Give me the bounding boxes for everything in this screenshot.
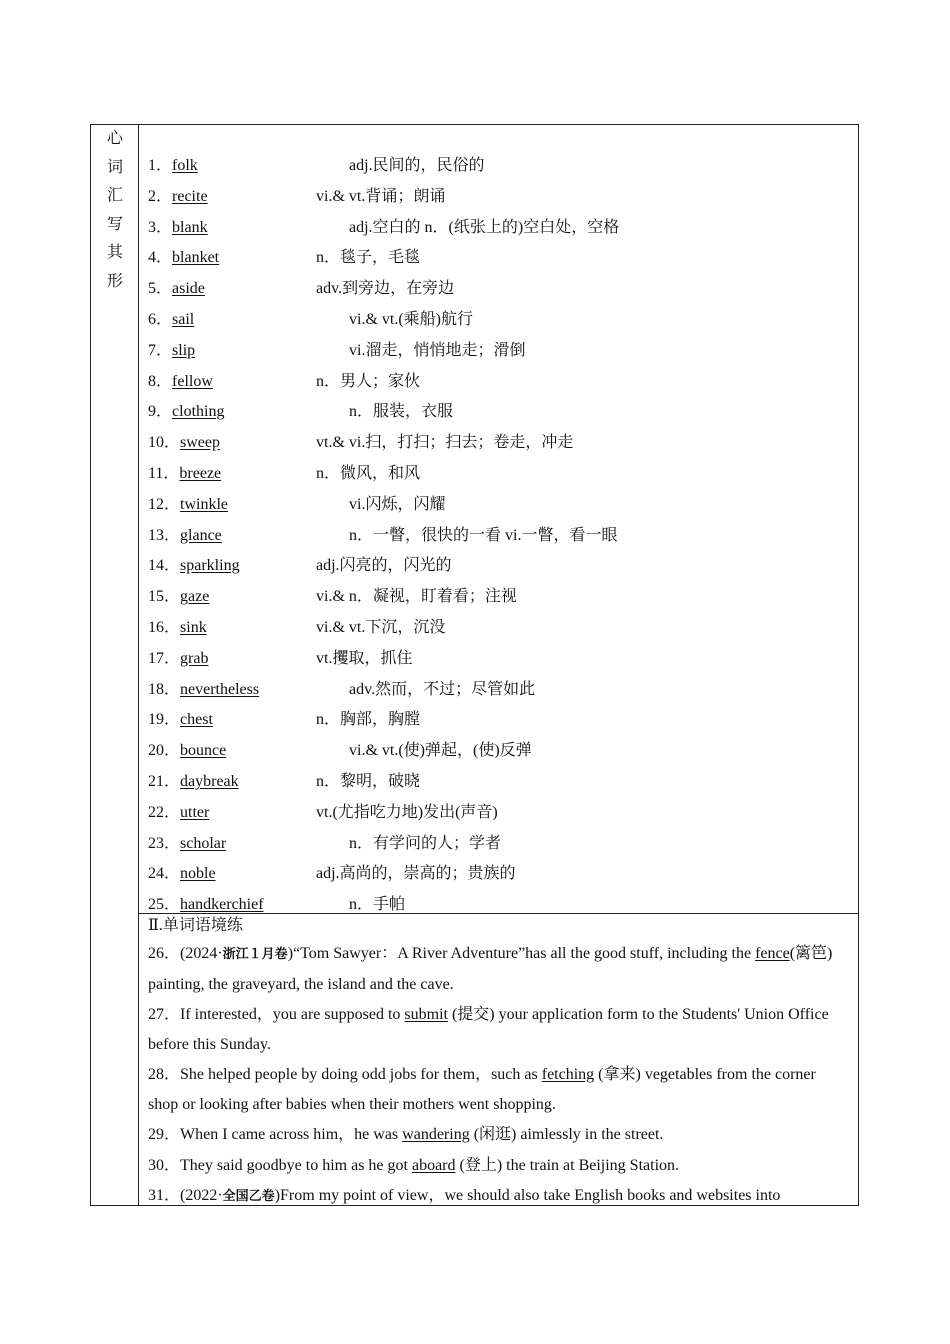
vocab-word: recite [172,187,208,205]
practice-text: (篱笆) painting, the graveyard, the island and the cave. [148,945,833,993]
vocab-number: 5． [148,280,173,298]
vocab-row [139,521,858,552]
practice-item [148,1000,848,1059]
vocab-number: 23． [148,834,181,852]
vocab-word: sweep [180,434,220,452]
vocab-word: gaze [180,588,210,606]
vocab-row [139,798,858,829]
vocab-number: 12． [148,495,181,513]
vocab-number-word [148,459,221,490]
vocab-number: 15． [148,588,181,606]
vocab-number-word [148,736,226,767]
vocab-definition: n．微风，和风 [316,464,421,482]
vocab-word: folk [172,157,198,174]
vocab-row [139,213,858,244]
content-cell [139,125,858,1205]
vocab-definition: n．男人；家伙 [316,372,421,390]
answer-blank: fence [755,945,790,962]
vocab-definition: vi.溜走，悄悄地走；滑倒 [349,341,526,359]
vocab-number-word [148,305,194,336]
vocab-number-word [148,274,205,305]
vocab-row [139,305,858,336]
practice-text: 28．She helped people by doing odd jobs for them，such as [148,1066,542,1083]
vocab-word: breeze [179,464,222,482]
vocab-word: bounce [180,742,227,760]
vocab-row [139,829,858,860]
vocab-number-word [148,336,195,367]
practice-text: (登上) the train at Beijing Station. [455,1156,680,1174]
vocab-word: clothing [172,403,225,421]
vocab-number-word [148,705,213,736]
practice-item [148,939,848,999]
vocab-definition: vi.& vt.(乘船)航行 [349,310,473,328]
vocab-definition: vt.攫取，抓住 [316,649,413,667]
practice-text: 31．(2022· [148,1187,223,1204]
vocab-row [139,644,858,675]
section-label-char: 形 [106,272,123,290]
answer-blank: submit [404,1006,448,1023]
vocab-number-word [148,243,219,274]
vocab-definition: vi.& vt.背诵；朗诵 [316,187,446,205]
vocab-number: 20． [148,742,181,760]
vocab-row [139,336,858,367]
vocab-definition: n．黎明，破晓 [316,772,421,790]
vocab-row [139,428,858,459]
vocab-number: 3． [148,218,173,236]
exam-source: 浙江１月卷 [222,947,288,962]
practice-text: (拿来) vegetables from the corner shop or looking after babies when their mothers went shopping. [148,1066,816,1113]
vocab-number-word [148,367,213,398]
vocab-word: sail [172,310,195,328]
vocab-definition: adj.民间的，民俗的 [349,157,485,174]
vocab-definition: n．服装，衣服 [349,403,454,421]
vocab-number: 16． [148,618,181,636]
vocab-number-word [148,151,198,182]
vocab-row [139,582,858,613]
section-label-char: 心 [106,130,123,147]
vocab-row [139,397,858,428]
vocab-definition: adj.高尚的，崇高的；贵族的 [316,865,516,883]
vocab-definition: adj.闪亮的，闪光的 [316,557,452,575]
vocab-number-word [148,767,239,798]
vocab-number: 1． [148,157,173,174]
practice-text: 30．They said goodbye to him as he got [148,1156,412,1174]
vocab-number: 21． [148,772,181,790]
vocab-word: handkerchief [180,896,264,914]
answer-blank: aboard [411,1156,456,1174]
vocab-definition: vt.(尤指吃力地)发出(声音) [316,803,498,821]
practice-text: (闲逛) aimlessly in the street. [469,1126,664,1143]
vocab-definition: n．胸部，胸膛 [316,711,421,729]
vocab-definition: n．一瞥，很快的一看 vi.一瞥，看一眼 [349,526,618,544]
practice-item [148,1151,848,1181]
vocab-number: 10． [148,434,181,452]
section-label [91,125,139,296]
section-label-char: 其 [106,244,123,261]
vocab-word: fellow [172,372,213,390]
vocab-row [139,613,858,644]
vocab-number: 24． [148,865,181,883]
vocab-number: 17． [148,649,181,667]
vocab-definition: vi.& n．凝视，盯着看；注视 [316,588,517,606]
vocab-definition: vt.& vi.扫，打扫；扫去；卷走，冲走 [316,434,574,452]
vocab-number: 4． [148,249,173,267]
vocab-row [139,490,858,521]
vocab-number-word [148,182,208,213]
vocab-word: blanket [172,249,220,267]
vocab-number-word [148,829,226,860]
vocab-number-word [148,521,222,552]
vocab-number: 19． [148,711,181,729]
vocab-word: slip [172,341,196,359]
vocab-row [139,551,858,582]
vocab-word: nevertheless [180,680,260,698]
practice-text: 27．If interested，you are supposed to [148,1006,405,1023]
vocab-word: twinkle [180,495,229,513]
practice-title: Ⅱ.单词语境练 [148,917,243,934]
vocab-row [139,859,858,890]
vocab-word: blank [172,218,208,236]
practice-text: )From my point of view，we should also take English books and websites into [274,1187,781,1204]
section-label-char: 词 [106,158,123,176]
practice-item [148,1120,848,1150]
vocab-word: utter [180,803,210,821]
practice-items [148,939,848,1206]
vocab-number-word [148,428,220,459]
vocab-definition: n．有学问的人；学者 [349,834,502,852]
vocab-row [139,767,858,798]
practice-text: (提交) your application form to the Students' Union Office before this Sunday. [148,1006,829,1053]
vocab-number: 6． [148,310,173,328]
practice-text: 26．(2024· [148,945,223,962]
vocab-row [139,274,858,305]
vocab-definition: adv.到旁边，在旁边 [316,280,455,298]
practice-text: )“Tom Sawyer：A River Adventure”has all the good stuff, including the [287,945,756,962]
vocab-number: 25． [148,896,181,914]
vocab-word: chest [180,711,213,729]
exam-source: 全国乙卷 [222,1189,275,1204]
vocab-word: glance [180,526,222,544]
vocab-word: scholar [180,834,227,852]
vocab-number: 11． [148,464,180,482]
vocab-number-word [148,213,208,244]
vocab-word: sink [180,618,207,636]
vocab-number-word [148,490,228,521]
vocab-word: daybreak [180,772,239,790]
vocab-definition: adj.空白的 n．(纸张上的)空白处，空格 [349,218,620,236]
vocab-number: 22． [148,803,181,821]
vocab-row [139,459,858,490]
vocab-word: aside [172,280,205,298]
vocab-number-word [148,675,259,706]
vocab-word: grab [180,649,209,667]
vocab-definition: n．毯子，毛毯 [316,249,421,267]
vocab-definition: adv.然而，不过；尽管如此 [349,680,536,698]
worksheet-table [90,124,859,1206]
vocab-number-word [148,798,209,829]
vocab-definition: vi.闪烁，闪耀 [349,495,446,513]
vocab-row [139,243,858,274]
vocab-number-word [148,644,208,675]
vocab-word: noble [180,865,216,883]
vocab-row [139,182,858,213]
vocab-number: 2． [148,187,173,205]
vocab-number: 7． [148,341,173,359]
vocab-definition: vi.& vt.(使)弹起，(使)反弹 [349,742,532,760]
vocab-number: 18． [148,680,181,698]
vocab-row [139,736,858,767]
vocab-number: 13． [148,526,181,544]
section-label-char: 汇 [106,187,123,204]
vocab-row [139,675,858,706]
practice-section [148,914,848,1206]
vocab-number-word [148,582,209,613]
vocab-definition: vi.& vt.下沉，沉没 [316,618,446,636]
vocab-number-word [148,397,224,428]
answer-blank: fetching [541,1066,595,1083]
vocab-number-word [148,859,216,890]
section-label-cell [91,125,139,1205]
vocab-word: sparkling [180,557,240,575]
practice-item [148,1060,848,1119]
vocab-row [139,705,858,736]
vocab-number-word [148,551,240,582]
vocab-definition: n．手帕 [349,896,406,914]
vocab-row [139,151,858,182]
answer-blank: wandering [402,1126,470,1143]
vocab-number: 14． [148,557,181,575]
practice-text: 29．When I came across him，he was [148,1126,403,1143]
vocab-number: 9． [148,403,173,421]
vocab-list [139,151,858,921]
vocab-number: 8． [148,372,173,390]
section-label-char: 写 [106,215,123,233]
vocab-row [139,367,858,398]
practice-item [148,1181,848,1206]
vocab-number-word [148,613,207,644]
